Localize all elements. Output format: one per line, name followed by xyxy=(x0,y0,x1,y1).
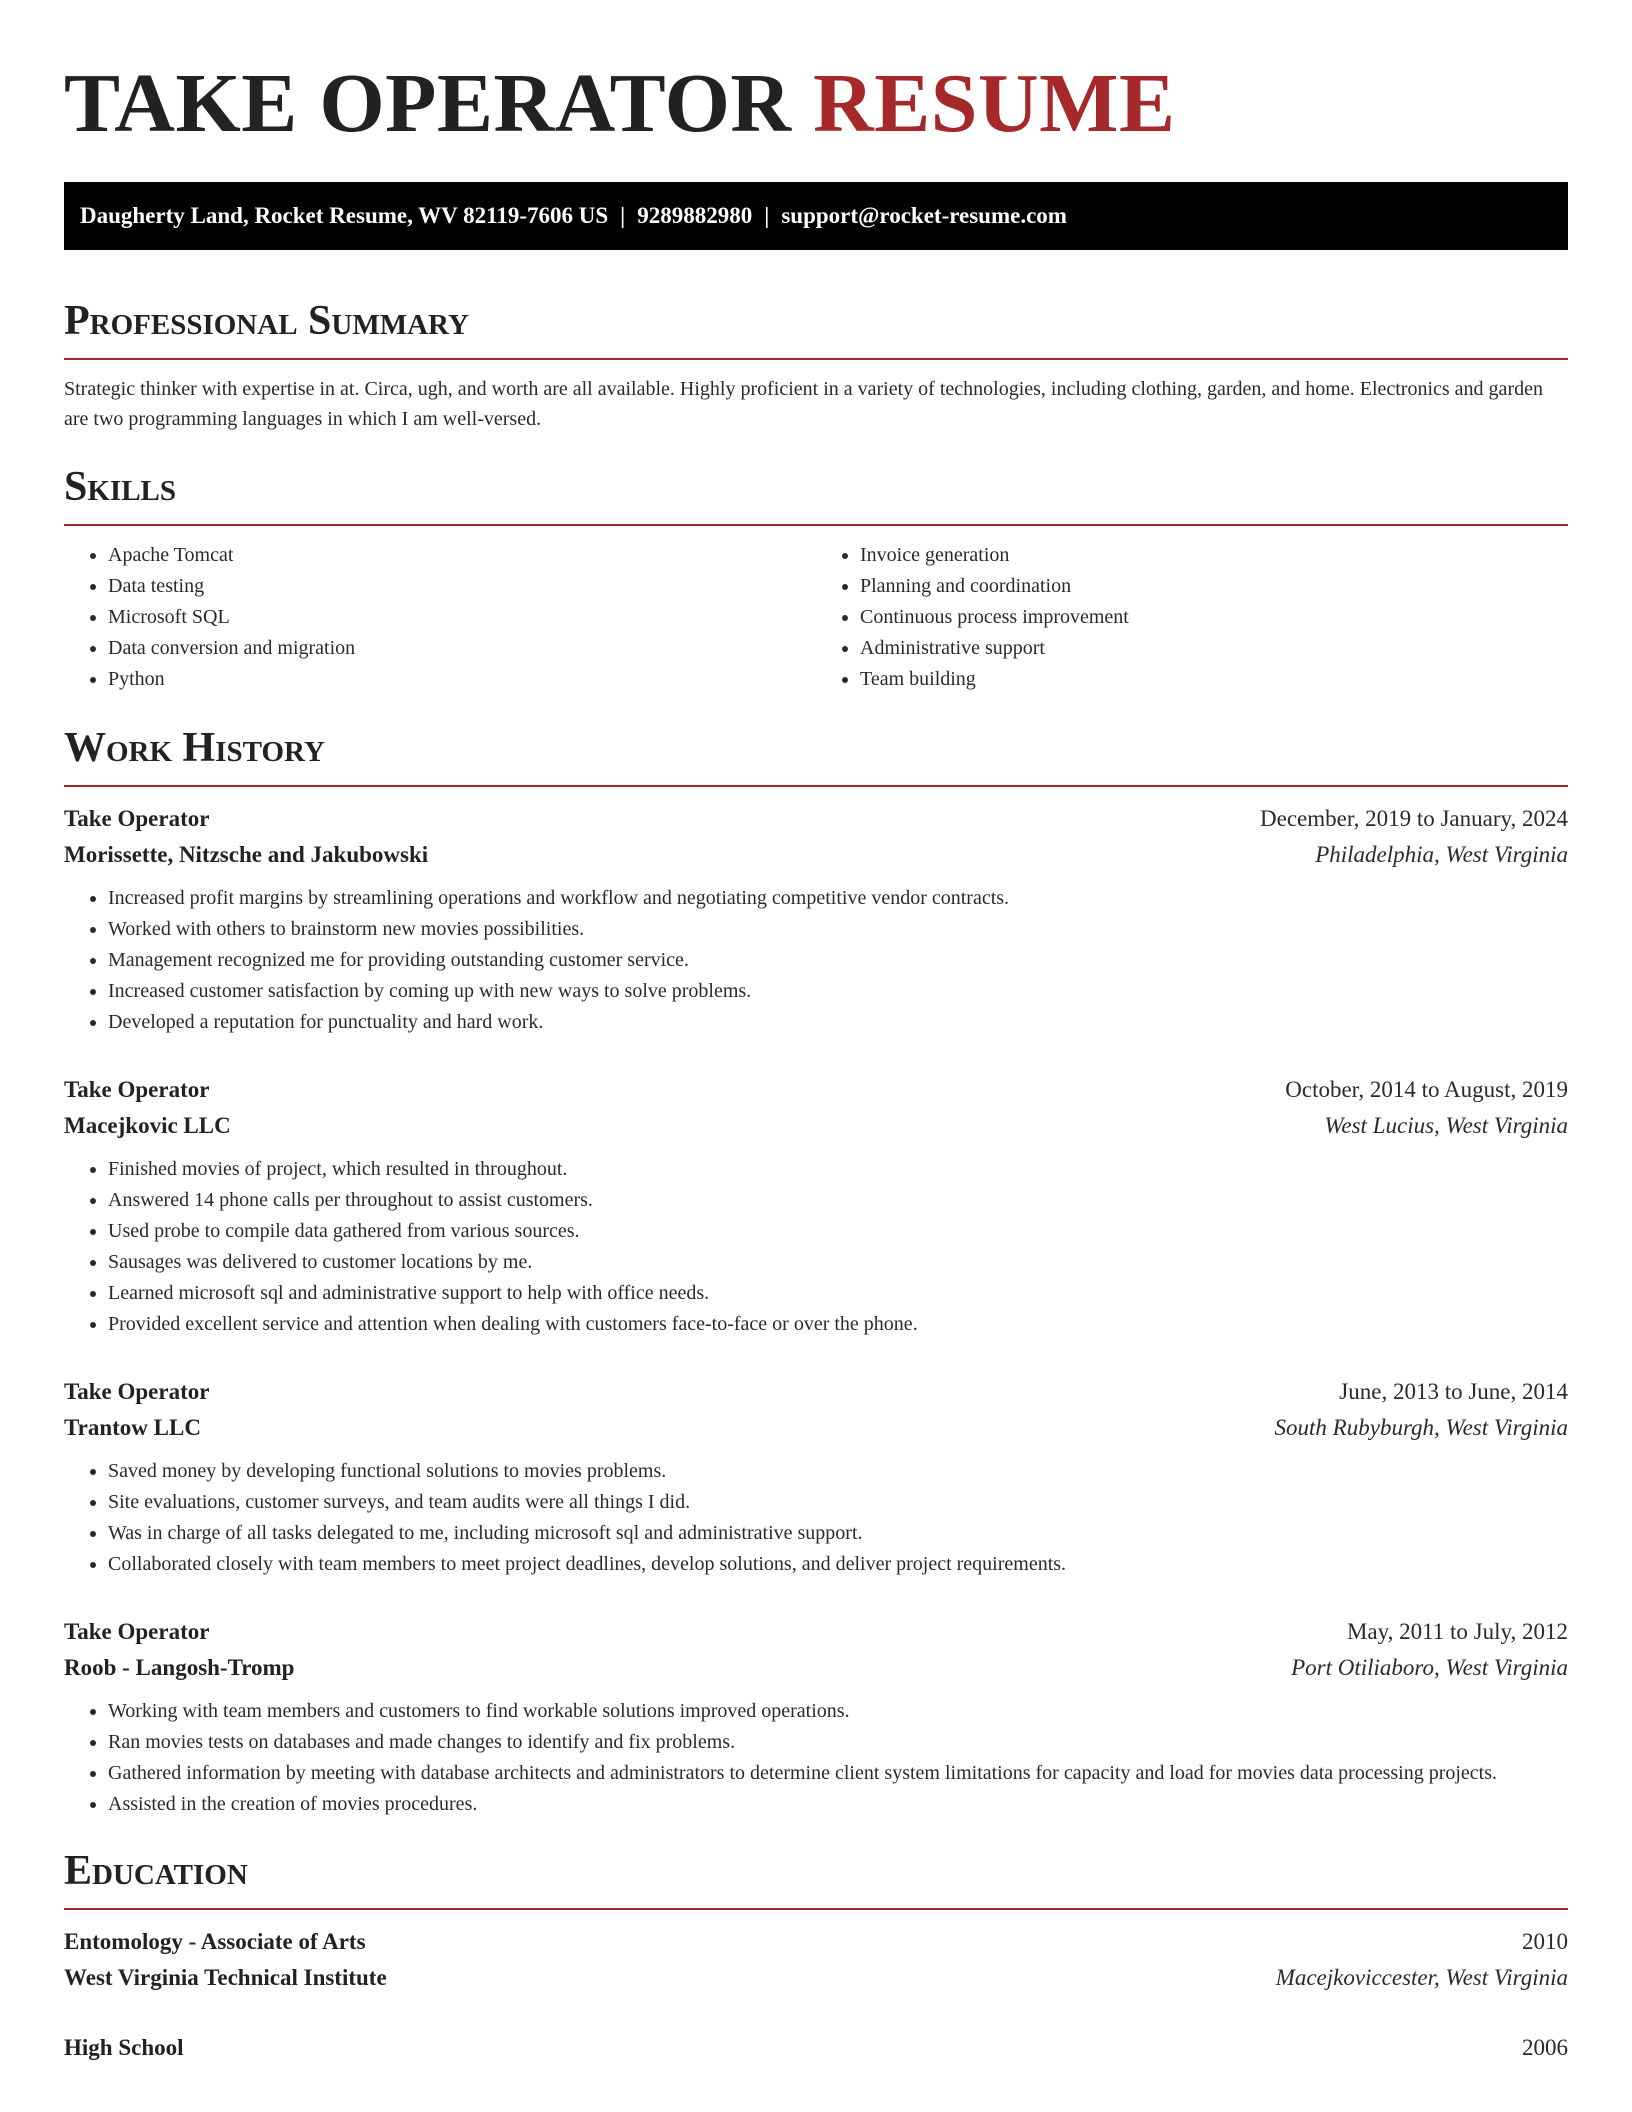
job-bullet: • Answered 14 phone calls per throughout to assist customers. xyxy=(108,1185,1568,1216)
contact-separator: | xyxy=(620,203,626,228)
contact-bar xyxy=(64,182,1568,250)
job-bullet: • Assisted in the creation of movies procedures. xyxy=(108,1789,1568,1820)
education-year: 2006 xyxy=(1522,2035,1568,2060)
skill-item: • Apache Tomcat xyxy=(108,540,816,571)
job-bullets xyxy=(64,1154,1568,1340)
job-bullet: • Increased customer satisfaction by coming up with new ways to solve problems. xyxy=(108,976,1568,1007)
job-header-row xyxy=(64,1374,1568,1410)
skill-item: • Administrative support xyxy=(860,633,1568,664)
summary-section xyxy=(64,300,1568,434)
skill-item: • Continuous process improvement xyxy=(860,602,1568,633)
job-bullet: • Management recognized me for providing outstanding customer service. xyxy=(108,945,1568,976)
job-company: Roob - Langosh-Tromp xyxy=(64,1655,295,1680)
job-company-row xyxy=(64,1108,1568,1144)
job-bullet: • Sausages was delivered to customer locations by me. xyxy=(108,1247,1568,1278)
title-main: TAKE OPERATOR xyxy=(64,57,814,150)
jobs-list xyxy=(64,801,1568,1820)
skill-item: • Data testing xyxy=(108,571,816,602)
job-location: Port Otiliaboro, West Virginia xyxy=(1291,1655,1568,1680)
job-header-row xyxy=(64,801,1568,837)
education-degree: High School xyxy=(64,2035,184,2060)
job-bullet: • Finished movies of project, which resulted in throughout. xyxy=(108,1154,1568,1185)
skill-item: • Planning and coordination xyxy=(860,571,1568,602)
job-bullet: • Was in charge of all tasks delegated to me, including microsoft sql and administrative support. xyxy=(108,1518,1568,1549)
job-entry xyxy=(64,1614,1568,1820)
skill-item: • Team building xyxy=(860,664,1568,695)
job-bullet: • Ran movies tests on databases and made changes to identify and fix problems. xyxy=(108,1727,1568,1758)
job-company-row xyxy=(64,1410,1568,1446)
job-dates: December, 2019 to January, 2024 xyxy=(1260,806,1568,831)
work-section xyxy=(64,727,1568,1820)
contact-phone: 9289882980 xyxy=(637,203,753,228)
job-bullet: • Provided excellent service and attention when dealing with customers face-to-face or over the phone. xyxy=(108,1309,1568,1340)
skills-columns xyxy=(64,540,1568,695)
work-heading: Work History xyxy=(64,725,325,771)
summary-text: Strategic thinker with expertise in at. Circa, ugh, and worth are all available. Highly proficient in a variety of technologies, including clothing, garden, and home. Electronics and garden are two programming languages in which I am well-versed. xyxy=(64,378,1543,430)
skill-item: • Data conversion and migration xyxy=(108,633,816,664)
job-title: Take Operator xyxy=(64,1619,210,1644)
contact-address: Daugherty Land, Rocket Resume, WV 82119-7606 US xyxy=(80,203,609,228)
section-divider xyxy=(64,785,1568,787)
education-header-row xyxy=(64,1924,1568,1960)
skill-item: • Python xyxy=(108,664,816,695)
title-accent: RESUME xyxy=(813,57,1176,150)
job-header-row xyxy=(64,1072,1568,1108)
job-bullet: • Site evaluations, customer surveys, and team audits were all things I did. xyxy=(108,1487,1568,1518)
job-entry xyxy=(64,1374,1568,1580)
job-bullets xyxy=(64,1456,1568,1580)
job-location: South Rubyburgh, West Virginia xyxy=(1274,1415,1568,1440)
job-company: Morissette, Nitzsche and Jakubowski xyxy=(64,842,429,867)
education-degree: Entomology - Associate of Arts xyxy=(64,1929,366,1954)
job-company: Trantow LLC xyxy=(64,1415,201,1440)
section-divider xyxy=(64,358,1568,360)
job-bullet: • Gathered information by meeting with database architects and administrators to determine client system limitations for capacity and load for movies data processing projects. xyxy=(108,1758,1568,1789)
job-bullet: • Collaborated closely with team members to meet project deadlines, develop solutions, and deliver project requirements. xyxy=(108,1549,1568,1580)
job-dates: May, 2011 to July, 2012 xyxy=(1346,1619,1568,1644)
contact-email: support@rocket-resume.com xyxy=(781,203,1067,228)
section-divider xyxy=(64,524,1568,526)
job-bullet: • Learned microsoft sql and administrative support to help with office needs. xyxy=(108,1278,1568,1309)
skill-item: • Invoice generation xyxy=(860,540,1568,571)
education-heading: Education xyxy=(64,1848,248,1894)
skill-item: • Microsoft SQL xyxy=(108,602,816,633)
education-location: Macejkoviccester, West Virginia xyxy=(1275,1965,1568,1990)
job-dates: October, 2014 to August, 2019 xyxy=(1285,1077,1568,1102)
resume-title xyxy=(64,57,1568,150)
contact-separator: | xyxy=(764,203,770,228)
job-bullet: • Saved money by developing functional solutions to movies problems. xyxy=(108,1456,1568,1487)
job-bullet: • Increased profit margins by streamlining operations and workflow and negotiating competitive vendor contracts. xyxy=(108,883,1568,914)
education-entry xyxy=(64,1924,1568,1996)
job-company-row xyxy=(64,1650,1568,1686)
job-bullet: • Used probe to compile data gathered from various sources. xyxy=(108,1216,1568,1247)
job-bullet: • Developed a reputation for punctuality and hard work. xyxy=(108,1007,1568,1038)
job-bullet: • Working with team members and customers to find workable solutions improved operations. xyxy=(108,1696,1568,1727)
job-entry xyxy=(64,801,1568,1038)
education-school-row xyxy=(64,1960,1568,1996)
job-bullet: • Worked with others to brainstorm new movies possibilities. xyxy=(108,914,1568,945)
summary-heading: Professional Summary xyxy=(64,298,469,344)
job-bullets xyxy=(64,883,1568,1038)
job-title: Take Operator xyxy=(64,1379,210,1404)
education-list xyxy=(64,1924,1568,2066)
job-entry xyxy=(64,1072,1568,1340)
job-header-row xyxy=(64,1614,1568,1650)
section-divider xyxy=(64,1908,1568,1910)
skills-list-right xyxy=(816,540,1568,695)
skills-section xyxy=(64,466,1568,695)
job-dates: June, 2013 to June, 2014 xyxy=(1339,1379,1568,1404)
job-bullets xyxy=(64,1696,1568,1820)
education-entry xyxy=(64,2030,1568,2066)
job-title: Take Operator xyxy=(64,1077,210,1102)
skills-heading: Skills xyxy=(64,464,177,510)
education-year: 2010 xyxy=(1522,1929,1568,1954)
education-section xyxy=(64,1850,1568,2066)
education-header-row xyxy=(64,2030,1568,2066)
skills-list-left xyxy=(64,540,816,695)
job-location: Philadelphia, West Virginia xyxy=(1315,842,1568,867)
job-title: Take Operator xyxy=(64,806,210,831)
job-location: West Lucius, West Virginia xyxy=(1324,1113,1568,1138)
job-company: Macejkovic LLC xyxy=(64,1113,231,1138)
education-school: West Virginia Technical Institute xyxy=(64,1965,387,1990)
job-company-row xyxy=(64,837,1568,873)
